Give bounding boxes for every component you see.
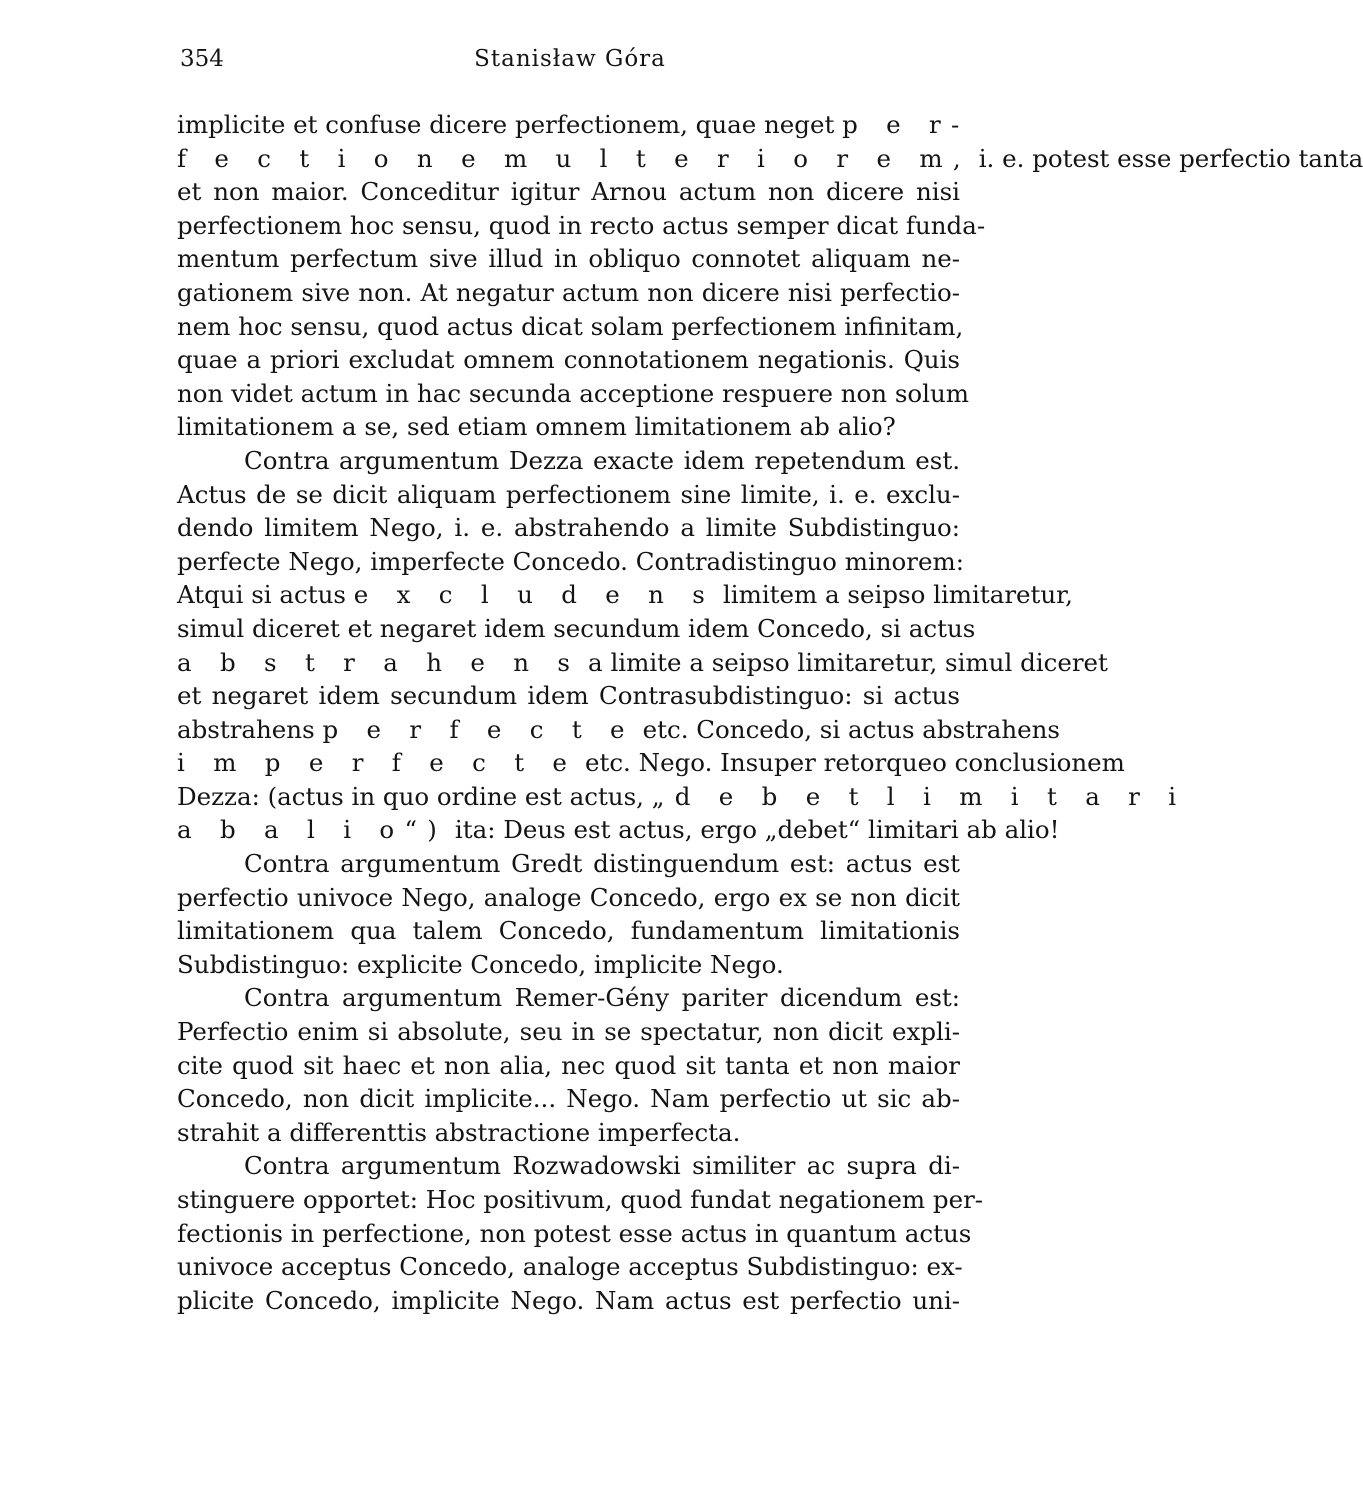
text-line: Actus de se dicit aliquam perfectionem sine limite, i. e. exclu- <box>177 479 960 509</box>
text-line: fectionis in perfectione, non potest esse actus in quantum actus <box>177 1218 972 1248</box>
text-line: i m p e r f e c t e etc. Nego. Insuper retorqueo conclusionem <box>177 748 1125 778</box>
text-line: perfectionem hoc sensu, quod in recto actus semper dicat funda- <box>177 210 986 240</box>
text-line: et non maior. Conceditur igitur Arnou actum non dicere nisi <box>177 177 960 207</box>
text-line: implicite et confuse dicere perfectionem, quae neget p e r- <box>177 110 970 139</box>
text-line: Dezza: (actus in quo ordine est actus, „d e b e t l i m i t a r i <box>177 781 1187 811</box>
text-line: strahit a differenttis abstractione imperfecta. <box>177 1117 741 1147</box>
text-line: non videt actum in hac secunda acceptione respuere non solum <box>177 378 970 408</box>
text-line: Concedo, non dicit implicite... Nego. Nam perfectio ut sic ab- <box>177 1084 960 1114</box>
text-line: f e c t i o n e m u l t e r i o r e m, i. e. potest esse perfectio tanta <box>177 143 1363 173</box>
paragraph-start-line: Contra argumentum Remer-Gény pariter dicendum est: <box>244 983 960 1013</box>
body-text <box>177 108 1363 1317</box>
running-title: Stanisław Góra <box>474 46 666 72</box>
text-line: limitationem a se, sed etiam omnem limitationem ab alio? <box>177 412 896 442</box>
text-line: stinguere opportet: Hoc positivum, quod fundat negationem per- <box>177 1185 984 1214</box>
text-line: et negaret idem secundum idem Contrasubdistinguo: si actus <box>177 681 960 711</box>
text-line: a b a l i o“) ita: Deus est actus, ergo „debet“ limitari ab alio! <box>177 815 1060 845</box>
text-line: cite quod sit haec et non alia, nec quod sit tanta et non maior <box>177 1050 960 1080</box>
text-line: dendo limitem Nego, i. e. abstrahendo a limite Subdistinguo: <box>177 513 960 543</box>
paragraph-start-line: Contra argumentum Rozwadowski similiter ac supra di- <box>244 1151 960 1181</box>
text-line: Perfectio enim si absolute, seu in se spectatur, non dicit expli- <box>177 1017 960 1047</box>
text-line: limitationem qua talem Concedo, fundamentum limitationis <box>177 916 960 946</box>
paragraph-start-line: Contra argumentum Dezza exacte idem repetendum est. <box>244 445 960 475</box>
text-line: gationem sive non. At negatur actum non dicere nisi perfectio- <box>177 277 960 307</box>
text-line: abstrahens p e r f e c t e etc. Concedo, si actus abstrahens <box>177 714 1060 744</box>
paragraph-start-line: Contra argumentum Gredt distinguendum est: actus est <box>244 849 960 879</box>
text-line: quae a priori excludat omnem connotationem negationis. Quis <box>177 345 960 375</box>
page-header <box>180 46 960 78</box>
text-line: plicite Concedo, implicite Nego. Nam actus est perfectio uni- <box>177 1285 960 1315</box>
text-line: simul diceret et negaret idem secundum idem Concedo, si actus <box>177 613 976 643</box>
text-line: univoce acceptus Concedo, analoge acceptus Subdistinguo: ex- <box>177 1252 963 1282</box>
text-line: perfectio univoce Nego, analoge Concedo, ergo ex se non dicit <box>177 882 960 912</box>
page-number: 354 <box>180 46 224 72</box>
text-line: nem hoc sensu, quod actus dicat solam perfectionem infinitam, <box>177 311 964 341</box>
text-line: mentum perfectum sive illud in obliquo connotet aliquam ne- <box>177 244 960 274</box>
text-line: Subdistinguo: explicite Concedo, implicite Nego. <box>177 949 784 979</box>
text-line: a b s t r a h e n s a limite a seipso limitaretur, simul diceret <box>177 647 1108 677</box>
text-line: Atqui si actus e x c l u d e n s limitem a seipso limitaretur, <box>177 580 1073 610</box>
text-line: perfecte Nego, imperfecte Concedo. Contradistinguo minorem: <box>177 546 965 576</box>
